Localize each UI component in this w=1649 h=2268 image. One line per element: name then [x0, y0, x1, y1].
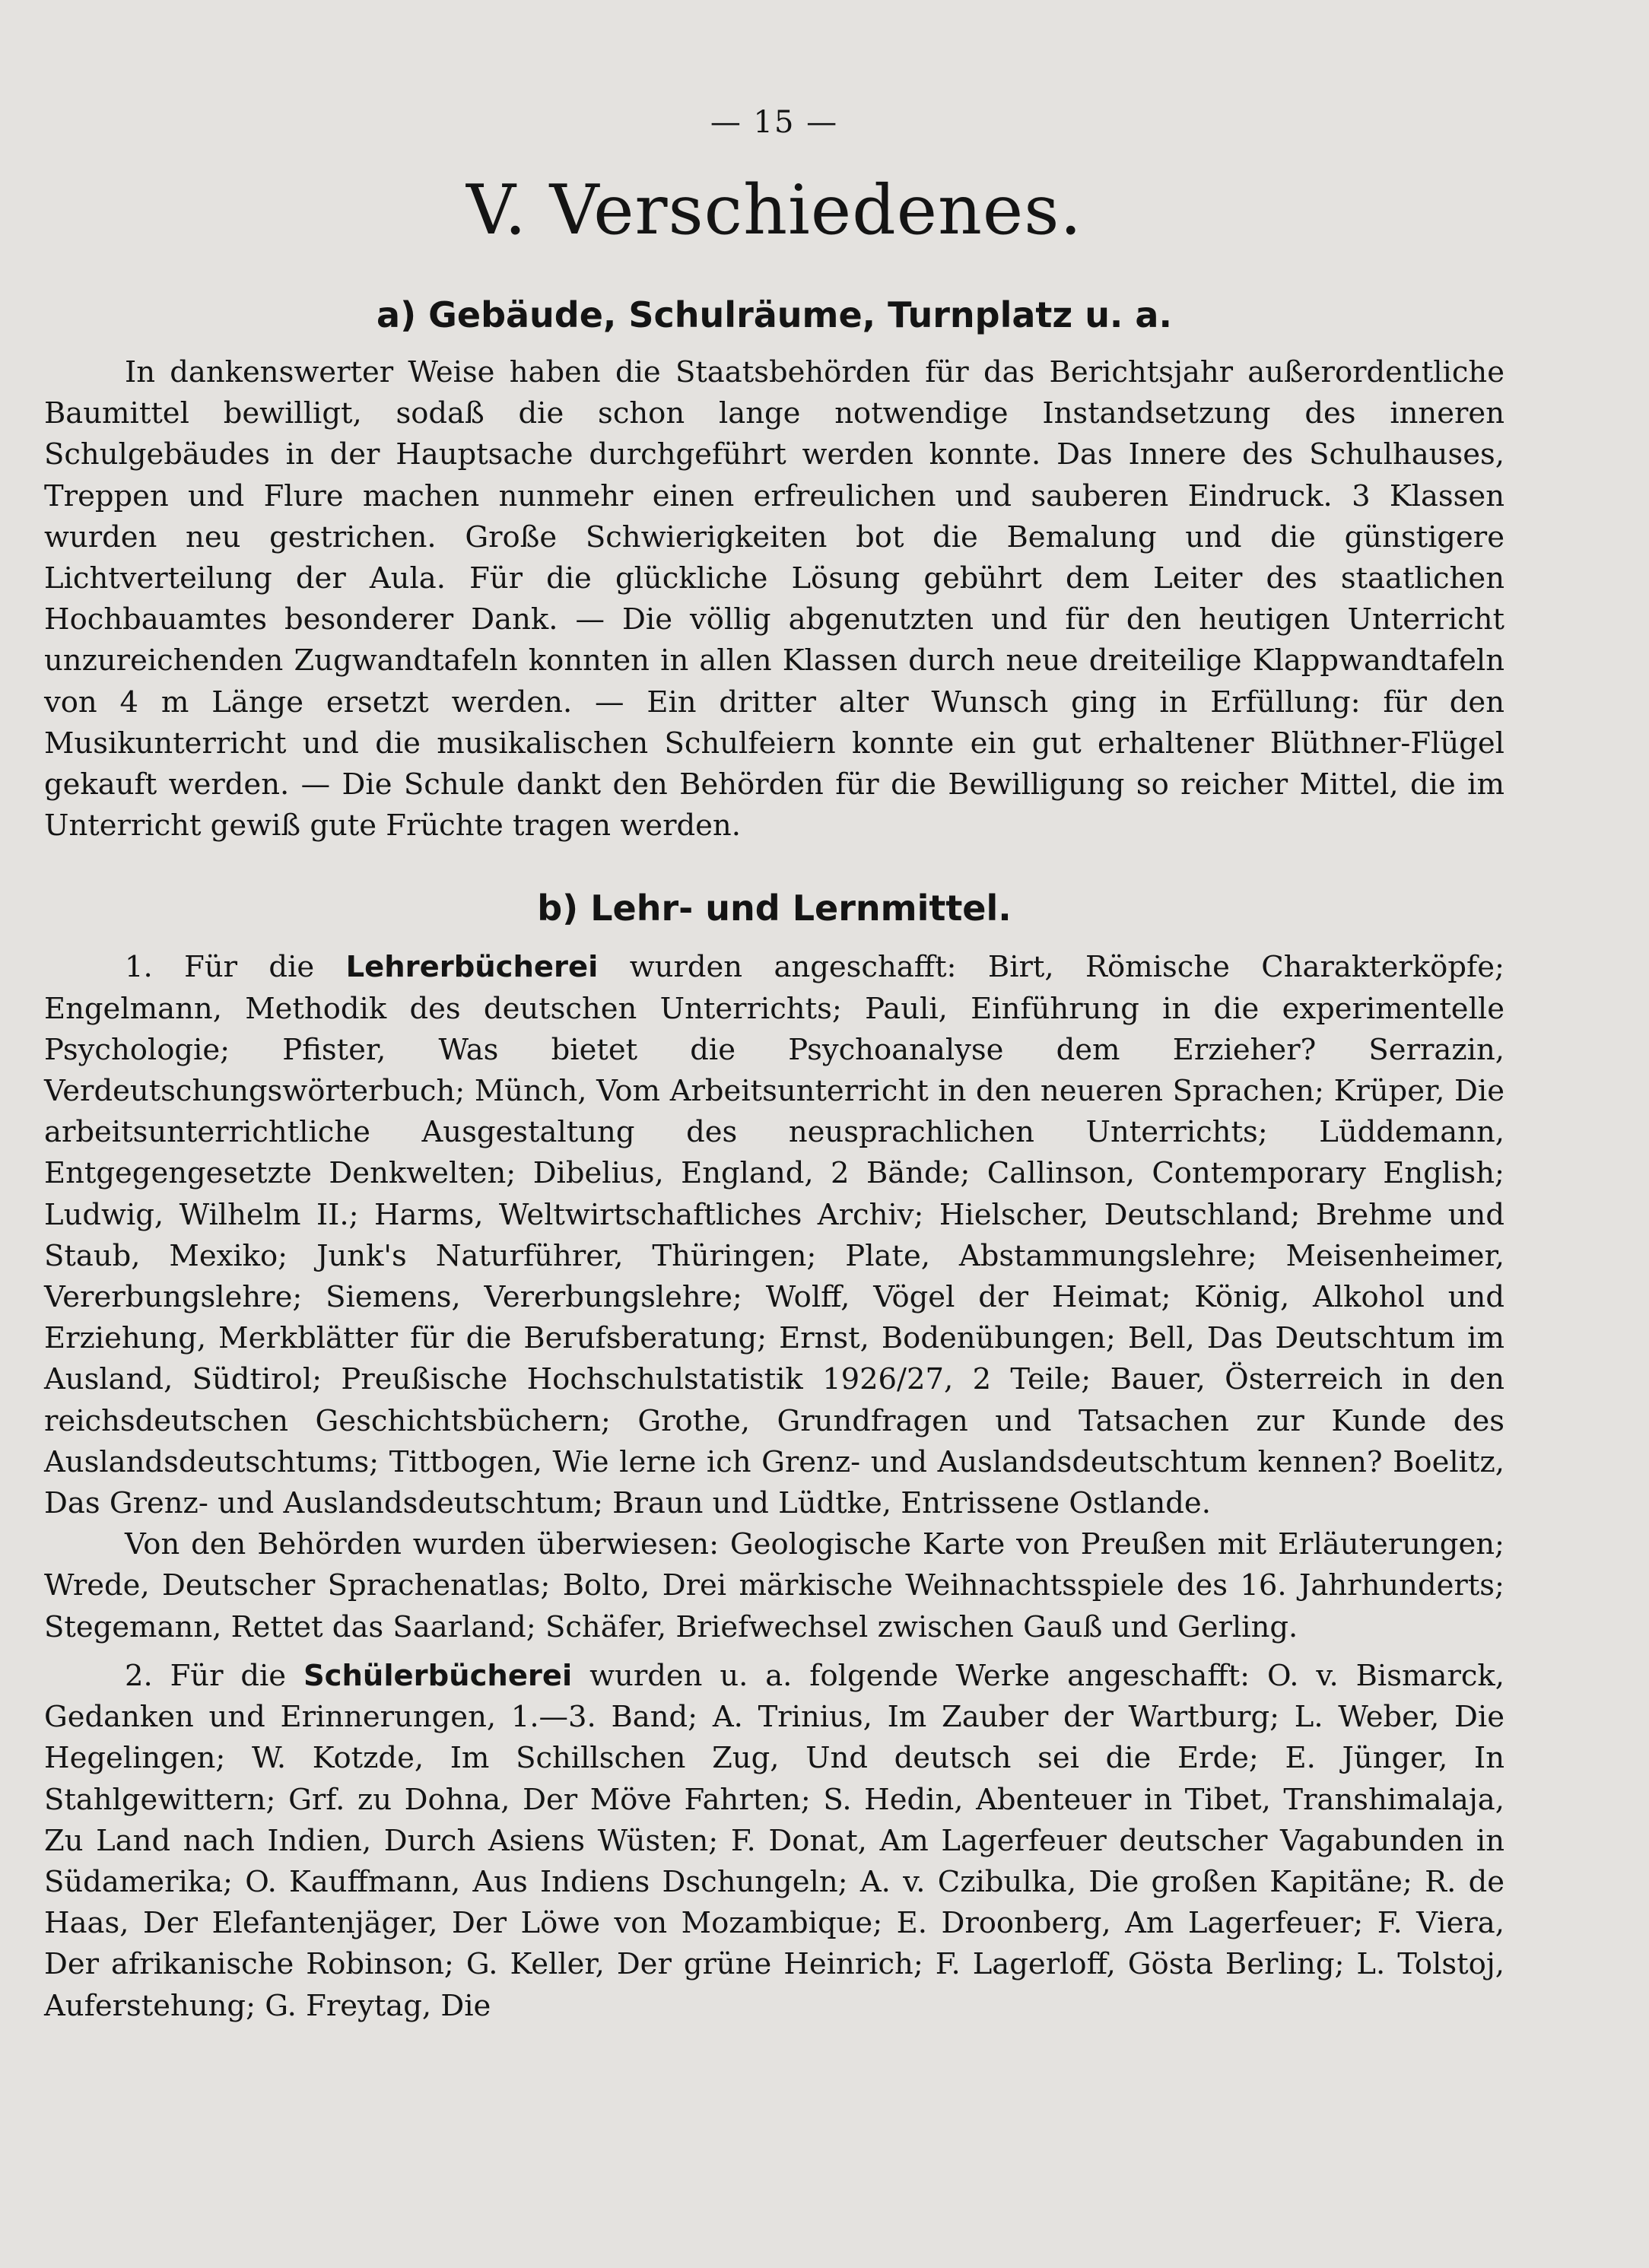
section-a-title: a) Gebäude, Schulräume, Turnplatz u. a.: [377, 294, 1172, 335]
teacher-library-paragraph: [44, 947, 1504, 1524]
item2-prefix: 2. Für die: [125, 1658, 303, 1693]
student-library-paragraph: [44, 1656, 1504, 2027]
item1-text: wurden angeschafft: Birt, Römische Charakterköpfe; Engelmann, Methodik des deutschen Unterrichts; Pauli, Einführung in die experimentelle Psychologie; Pfister, Was bietet die Psychoanalyse dem Erzieher? Serrazin, Verdeutschungswörterbuch; Münch, Vom Arbeitsunterricht in den neueren Sprachen; Krüper, Die arbeitsunterrichtliche Ausgestaltung des neusprachlichen Unterrichts; Lüddemann, Entgegengesetzte Denkwelten; Dibelius, England, 2 Bände; Callinson, Contemporary English; Ludwig, Wilhelm II.; Harms, Weltwirtschaftliches Archiv; Hielscher, Deutschland; Brehme und Staub, Mexiko; Junk's Naturführer, Thüringen; Plate, Abstammungslehre; Meisenheimer, Vererbungslehre; Siemens, Vererbungslehre; Wolff, Vögel der Heimat; König, Alkohol und Erziehung, Merkblätter für die Berufsberatung; Ernst, Bodenübungen; Bell, Das Deutschtum im Ausland, Südtirol; Preußische Hochschulstatistik 1926/27, 2 Teile; Bauer, Österreich in den reichsdeutschen Geschichtsbüchern; Grothe, Grundfragen und Tatsachen zur Kunde des Auslandsdeutschtums; Tittbogen, Wie lerne ich Grenz- und Auslandsdeutschtum kennen? Boelitz, Das Grenz- und Auslandsdeutschtum; Braun und Lüdtke, Entrissene Ostlande.: [44, 950, 1504, 1521]
section-b-title: b) Lehr- und Lernmittel.: [537, 888, 1012, 929]
item2-bold-term: Schülerbücherei: [303, 1658, 573, 1693]
page-number: — 15 —: [710, 105, 839, 140]
section-a-paragraph: In dankenswerter Weise haben die Staatsbehörden für das Berichtsjahr außerordentliche Baumittel bewilligt, sodaß die schon lange notwendige Instandsetzung des inneren Schulgebäudes in der Hauptsache durchgeführt werden konnte. Das Innere des Schulhauses, Treppen und Flure machen nunmehr einen erfreulichen und sauberen Eindruck. 3 Klassen wurden neu gestrichen. Große Schwierigkeiten bot die Bemalung und die günstigere Lichtverteilung der Aula. Für die glückliche Lösung gebührt dem Leiter des staatlichen Hochbauamtes besonderer Dank. — Die völlig abgenutzten und für den heutigen Unterricht unzureichenden Zugwandtafeln konnten in allen Klassen durch neue dreiteilige Klappwandtafeln von 4 m Länge ersetzt werden. — Ein dritter alter Wunsch ging in Erfüllung: für den Musikunterricht und die musikalischen Schulfeiern konnte ein gut erhaltener Blüthner-Flügel gekauft werden. — Die Schule dankt den Behörden für die Bewilligung so reicher Mittel, die im Unterricht gewiß gute Früchte tragen werden.: [44, 355, 1504, 843]
authorities-paragraph: Von den Behörden wurden überwiesen: Geologische Karte von Preußen mit Erläuterungen; Wrede, Deutscher Sprachenatlas; Bolto, Drei märkische Weihnachtsspiele des 16. Jahrhunderts; Stegemann, Rettet das Saarland; Schäfer, Briefwechsel zwischen Gauß und Gerling.: [44, 1527, 1504, 1644]
item1-bold-term: Lehrerbücherei: [345, 950, 599, 985]
item1-prefix: 1. Für die: [125, 950, 346, 985]
chapter-title: V. Verschiedenes.: [466, 170, 1082, 250]
item2-text: wurden u. a. folgende Werke angeschafft: O. v. Bismarck, Gedanken und Erinnerungen, 1.—3. Band; A. Trinius, Im Zauber der Wartburg; L. Weber, Die Hegelingen; W. Kotzde, Im Schillschen Zug, Und deutsch sei die Erde; E. Jünger, In Stahlgewittern; Grf. zu Dohna, Der Möve Fahrten; S. Hedin, Abenteuer in Tibet, Transhimalaja, Zu Land nach Indien, Durch Asiens Wüsten; F. Donat, Am Lagerfeuer deutscher Vagabunden in Südamerika; O. Kauffmann, Aus Indiens Dschungeln; A. v. Czibulka, Die großen Kapitäne; R. de Haas, Der Elefantenjäger, Der Löwe von Mozambique; E. Droonberg, Am Lagerfeuer; F. Viera, Der afrikanische Robinson; G. Keller, Der grüne Heinrich; F. Lagerloff, Gösta Berling; L. Tolstoj, Auferstehung; G. Freytag, Die: [44, 1658, 1504, 2023]
